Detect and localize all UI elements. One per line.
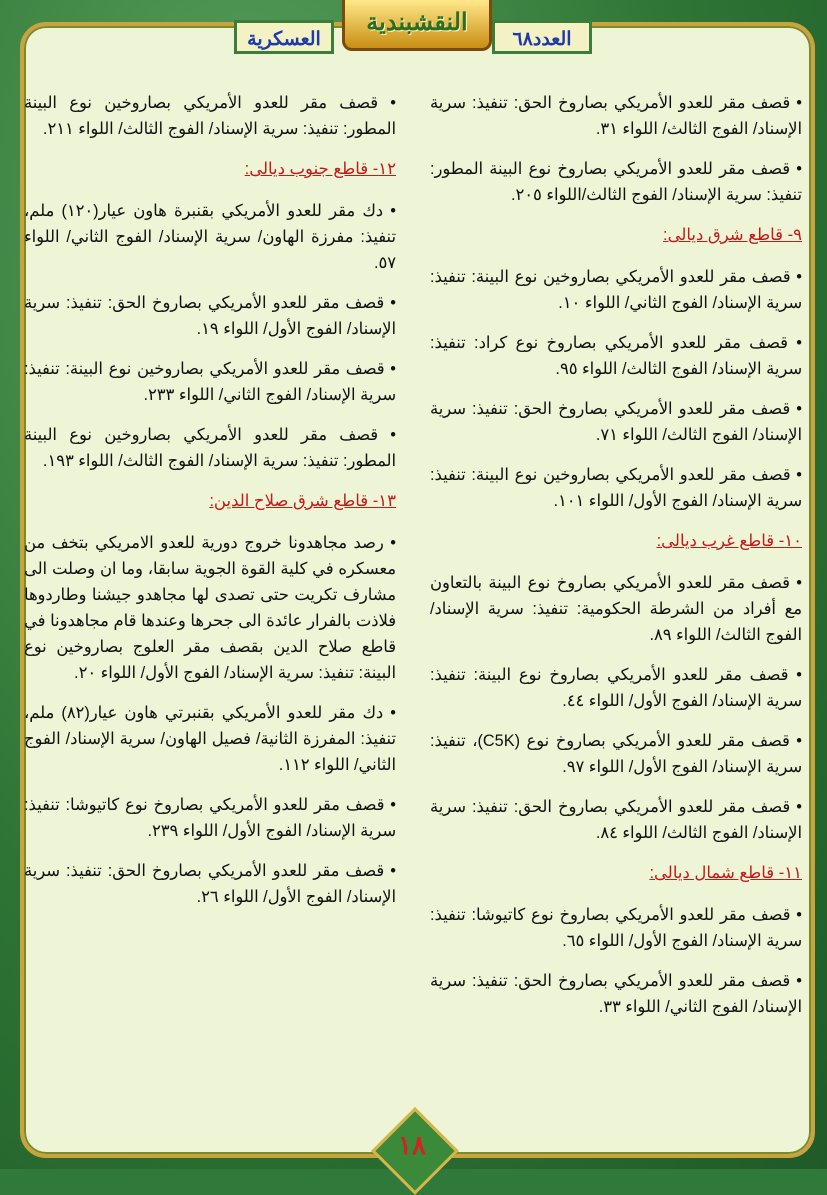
report-item: • قصف مقر للعدو الأمريكي بصاروخ الحق: تنفيذ: سرية الإسناد/ الفوج الأول/ اللواء ١٩. — [24, 290, 396, 342]
report-item: • دك مقر للعدو الأمريكي بقنبرتي هاون عيار(٨٢) ملم، تنفيذ: المفرزة الثانية/ فصيل الهاون/ سرية الإسناد/ الفوج الثاني/ اللواء ١١٢. — [24, 700, 396, 778]
report-item: • قصف مقر للعدو الأمريكي بصاروخ الحق: تنفيذ: سرية الإسناد/ الفوج الأول/ اللواء ٢٦. — [24, 858, 396, 910]
page-number: ١٨ — [398, 1131, 426, 1161]
report-item: • قصف مقر للعدو الأمريكي بصاروخ نوع كراد: تنفيذ: سرية الإسناد/ الفوج الثالث/ اللواء ٩٥. — [430, 330, 802, 382]
report-item: • قصف مقر للعدو الأمريكي بصاروخين نوع البينة المطور: تنفيذ: سرية الإسناد/ الفوج الثالث/ اللواء ٢١١. — [24, 90, 396, 142]
magazine-logo: النقشبندية — [342, 0, 492, 51]
section-label: العسكرية — [234, 20, 334, 54]
report-item: • قصف مقر للعدو الأمريكي بصاروخ نوع البينة المطور: تنفيذ: سرية الإسناد/ الفوج الثالث/اللواء ٢٠٥. — [430, 156, 802, 208]
report-item: • قصف مقر للعدو الأمريكي بصاروخ نوع (C5K)، تنفيذ: سرية الإسناد/ الفوج الأول/ اللواء ٩٧. — [430, 728, 802, 780]
report-item: • رصد مجاهدونا خروج دورية للعدو الامريكي بتخف من معسكره في كلية القوة الجوية سابقا، وما ان وصلت الى مشارف تكريت حتى تصدى لها مجاهدو جيشنا وطاردوها فلاذت بالفرار عائدة الى جحرها وعندها قام مجاهدونا في قاطع صلاح الدين بقصف مقر العلوج بصاروخين نوع البينة: تنفيذ: سرية الإسناد/ الفوج الأول/ اللواء ٢٠. — [24, 530, 396, 686]
report-item: • قصف مقر للعدو الأمريكي بصاروخ الحق: تنفيذ: سرية الإسناد/ الفوج الثاني/ اللواء ٣٣. — [430, 968, 802, 1020]
report-item: • دك مقر للعدو الأمريكي بقنبرة هاون عيار(١٢٠) ملم، تنفيذ: مفرزة الهاون/ سرية الإسناد/ الفوج الثاني/ اللواء ٥٧. — [24, 198, 396, 276]
section-heading: ٩- قاطع شرق ديالى: — [662, 226, 802, 244]
report-item: • قصف مقر للعدو الأمريكي بصاروخ نوع كاتيوشا: تنفيذ: سرية الإسناد/ الفوج الأول/ اللواء ٢٣٩. — [24, 792, 396, 844]
right-column — [430, 90, 802, 1034]
left-column — [24, 90, 396, 924]
report-item: • قصف مقر للعدو الأمريكي بصاروخ الحق: تنفيذ: سرية الإسناد/ الفوج الثالث/ اللواء ٨٤. — [430, 794, 802, 846]
section-heading: ١٠- قاطع غرب ديالى: — [656, 532, 802, 550]
report-item: • قصف مقر للعدو الأمريكي بصاروخين نوع البينة: تنفيذ: سرية الإسناد/ الفوج الأول/ اللواء ١٠١. — [430, 462, 802, 514]
report-item: • قصف مقر للعدو الأمريكي بصاروخ نوع البينة: تنفيذ: سرية الإسناد/ الفوج الأول/ اللواء ٤٤. — [430, 662, 802, 714]
report-item: • قصف مقر للعدو الأمريكي بصاروخين نوع البينة المطور: تنفيذ: سرية الإسناد/ الفوج الثالث/ اللواء ١٩٣. — [24, 422, 396, 474]
section-heading: ١٢- قاطع جنوب ديالى: — [244, 160, 396, 178]
section-heading: ١٣- قاطع شرق صلاح الدين: — [209, 492, 396, 510]
report-item: • قصف مقر للعدو الأمريكي بصاروخ نوع البينة بالتعاون مع أفراد من الشرطة الحكومية: تنفيذ: سرية الإسناد/ الفوج الثالث/ اللواء ٨٩. — [430, 570, 802, 648]
section-heading: ١١- قاطع شمال ديالى: — [649, 864, 802, 882]
report-item: • قصف مقر للعدو الأمريكي بصاروخ نوع كاتيوشا: تنفيذ: سرية الإسناد/ الفوج الأول/ اللواء ٦٥. — [430, 902, 802, 954]
report-item: • قصف مقر للعدو الأمريكي بصاروخين نوع البينة: تنفيذ: سرية الإسناد/ الفوج الثاني/ اللواء ١٠. — [430, 264, 802, 316]
report-item: • قصف مقر للعدو الأمريكي بصاروخ الحق: تنفيذ: سرية الإسناد/ الفوج الثالث/ اللواء ٧١. — [430, 396, 802, 448]
report-item: • قصف مقر للعدو الأمريكي بصاروخ الحق: تنفيذ: سرية الإسناد/ الفوج الثالث/ اللواء ٣١. — [430, 90, 802, 142]
report-item: • قصف مقر للعدو الأمريكي بصاروخين نوع البينة: تنفيذ: سرية الإسناد/ الفوج الثاني/ اللواء ٢٣٣. — [24, 356, 396, 408]
issue-label: العدد٦٨ — [492, 20, 592, 54]
